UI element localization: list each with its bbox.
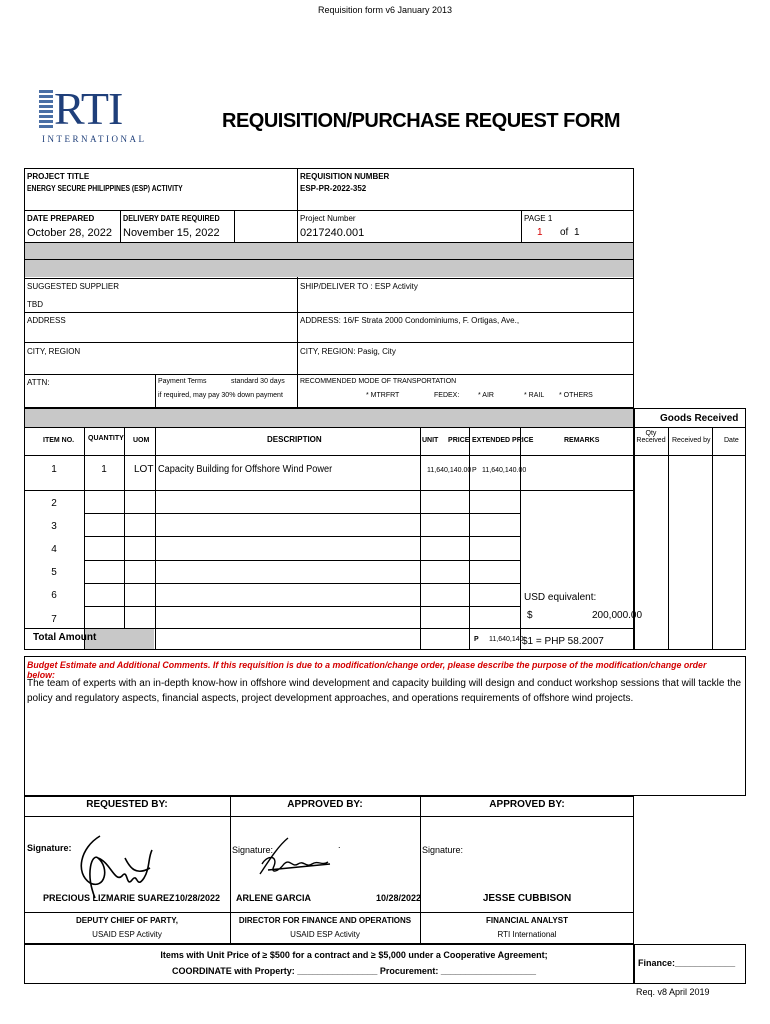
item-4-no: 4: [51, 544, 57, 555]
supplier-label: SUGGESTED SUPPLIER: [27, 282, 120, 291]
signature-label-1: Signature:: [27, 843, 72, 853]
col-description: DESCRIPTION: [267, 435, 322, 444]
delivery-date-value[interactable]: November 15, 2022: [123, 227, 220, 239]
coordination-line-2: COORDINATE with Property: ________________ Procurement: ___________________: [171, 966, 537, 976]
payment-terms-label: Payment Terms: [158, 378, 207, 385]
version-note: Req. v8 April 2019: [636, 987, 710, 997]
approved-by-label-1: APPROVED BY:: [287, 799, 363, 810]
requisition-number-value: ESP-PR-2022-352: [300, 184, 367, 193]
transport-label: RECOMMENDED MODE OF TRANSPORTATION: [300, 378, 457, 385]
col-remarks: REMARKS: [564, 437, 600, 444]
received-by-header: Received by: [672, 437, 711, 444]
col-extended-price: EXTENDED PRICE: [472, 437, 534, 444]
requester-org: USAID ESP Activity: [92, 930, 162, 939]
header-note: Requisition form v6 January 2013: [317, 5, 453, 15]
items-table: [24, 408, 634, 650]
date-prepared-label: DATE PREPARED: [27, 214, 95, 223]
project-title-value: ENERGY SECURE PHILIPPINES (ESP) ACTIVITY: [27, 184, 183, 193]
transport-mtrfrt[interactable]: * MTRFRT: [366, 392, 400, 399]
approver2-title: FINANCIAL ANALYST: [486, 916, 568, 925]
item-1-description[interactable]: Capacity Building for Offshore Wind Power: [158, 464, 333, 475]
goods-received-table: [634, 408, 746, 650]
transport-others[interactable]: * OTHERS: [559, 392, 593, 399]
total-amount-label: Total Amount: [33, 632, 97, 643]
requisition-number-label: REQUISITION NUMBER: [300, 172, 390, 181]
item-5-no: 5: [51, 567, 57, 578]
exchange-rate: $1 = PHP 58.2007: [522, 636, 604, 647]
goods-received-title: Goods Received: [660, 413, 739, 424]
payment-note: if required, may pay 30% down payment: [158, 392, 283, 399]
project-title-label: PROJECT TITLE: [27, 172, 90, 181]
coordination-line-1: Items with Unit Price of ≥ $500 for a contract and ≥ $5,000 under a Cooperative Agreement;: [160, 950, 548, 960]
approver2-name: JESSE CUBBISON: [482, 893, 572, 904]
item-1-extended-price: 11,640,140.00: [482, 467, 527, 474]
requester-date: 10/28/2022: [175, 893, 221, 903]
usd-equivalent-label: USD equivalent:: [524, 592, 597, 603]
approver1-date: 10/28/2022: [376, 893, 422, 903]
form-title: REQUISITION/PURCHASE REQUEST FORM: [222, 110, 620, 132]
item-7-no: 7: [51, 614, 57, 625]
usd-currency: $: [527, 610, 533, 621]
approver1-org: USAID ESP Activity: [290, 930, 360, 939]
item-3-no: 3: [51, 521, 57, 532]
page-label: PAGE 1: [524, 214, 553, 223]
signature-label-3: Signature:: [422, 845, 464, 855]
page-of: of: [560, 227, 569, 238]
logo-wordmark: RTI: [54, 83, 123, 134]
supplier-city-label: CITY, REGION: [27, 347, 81, 356]
budget-heading: Budget Estimate and Additional Comments. If this requisition is due to a modification/change order, please describe the purpose of the modification/change order below:: [27, 660, 707, 680]
logo-subtitle: INTERNATIONAL: [42, 134, 147, 144]
approver2-org: RTI International: [497, 930, 557, 939]
received-date-header: Date: [724, 437, 739, 444]
col-uom: UOM: [133, 437, 150, 444]
supplier-address-label: ADDRESS: [27, 316, 66, 325]
transport-rail[interactable]: * RAIL: [524, 392, 545, 399]
payment-terms-value: standard 30 days: [231, 378, 285, 385]
qty-received-header: Qty Received: [636, 430, 666, 444]
approved-by-label-2: APPROVED BY:: [489, 799, 565, 810]
item-6-no: 6: [51, 590, 57, 601]
ship-city: CITY, REGION: Pasig, City: [300, 347, 396, 356]
ship-to-label: SHIP/DELIVER TO : ESP Activity: [300, 282, 418, 291]
item-1-no: 1: [51, 464, 57, 475]
item-1-qty[interactable]: 1: [101, 464, 107, 475]
item-1-uom[interactable]: LOT: [134, 464, 154, 475]
requester-name: PRECIOUS LIZMARIE SUAREZ: [43, 893, 175, 903]
total-amount-value: 11,640,140: [489, 636, 524, 643]
requester-title: DEPUTY CHIEF OF PARTY,: [76, 916, 178, 925]
usd-amount: 200,000.00: [592, 610, 643, 621]
date-prepared-value[interactable]: October 28, 2022: [27, 227, 113, 239]
rti-logo: [36, 83, 147, 148]
transport-air[interactable]: * AIR: [478, 392, 494, 399]
col-item-no: ITEM NO.: [43, 437, 75, 444]
approver1-title: DIRECTOR FOR FINANCE AND OPERATIONS: [238, 916, 412, 925]
item-1-ext-prefix: P: [472, 467, 477, 474]
item-2-no: 2: [51, 498, 57, 509]
approver1-signature: [248, 834, 338, 884]
finance-field[interactable]: Finance:____________: [638, 958, 736, 968]
signature-label-2: Signature:: [232, 845, 274, 855]
page-total: 1: [574, 227, 580, 238]
total-prefix: P: [474, 636, 479, 643]
budget-text[interactable]: The team of experts with an in-depth know-how in offshore wind development and capacity building will design and conduct workshop sessions that will tackle the policy and regulatory aspects, financial aspects, project development approaches, and operations requirements of offshore wind projects.: [27, 678, 742, 704]
delivery-date-label: DELIVERY DATE REQUIRED: [123, 214, 220, 223]
item-1-unit-price[interactable]: 11,640,140.00: [427, 467, 472, 474]
transport-fedex[interactable]: FEDEX:: [434, 392, 460, 399]
project-number-label: Project Number: [300, 214, 356, 223]
col-unit-price: UNIT PRICE: [422, 437, 470, 444]
ship-address: ADDRESS: 16/F Strata 2000 Condominiums, F. Ortigas, Ave.,: [300, 316, 520, 325]
page-current: 1: [537, 227, 543, 238]
requested-by-label: REQUESTED BY:: [86, 799, 168, 810]
col-quantity: QUANTITY: [88, 435, 124, 442]
approver1-name: ARLENE GARCIA: [236, 893, 312, 903]
project-number-value[interactable]: 0217240.001: [300, 227, 365, 239]
supplier-value[interactable]: TBD: [27, 300, 43, 309]
attn-label: ATTN:: [27, 378, 50, 387]
